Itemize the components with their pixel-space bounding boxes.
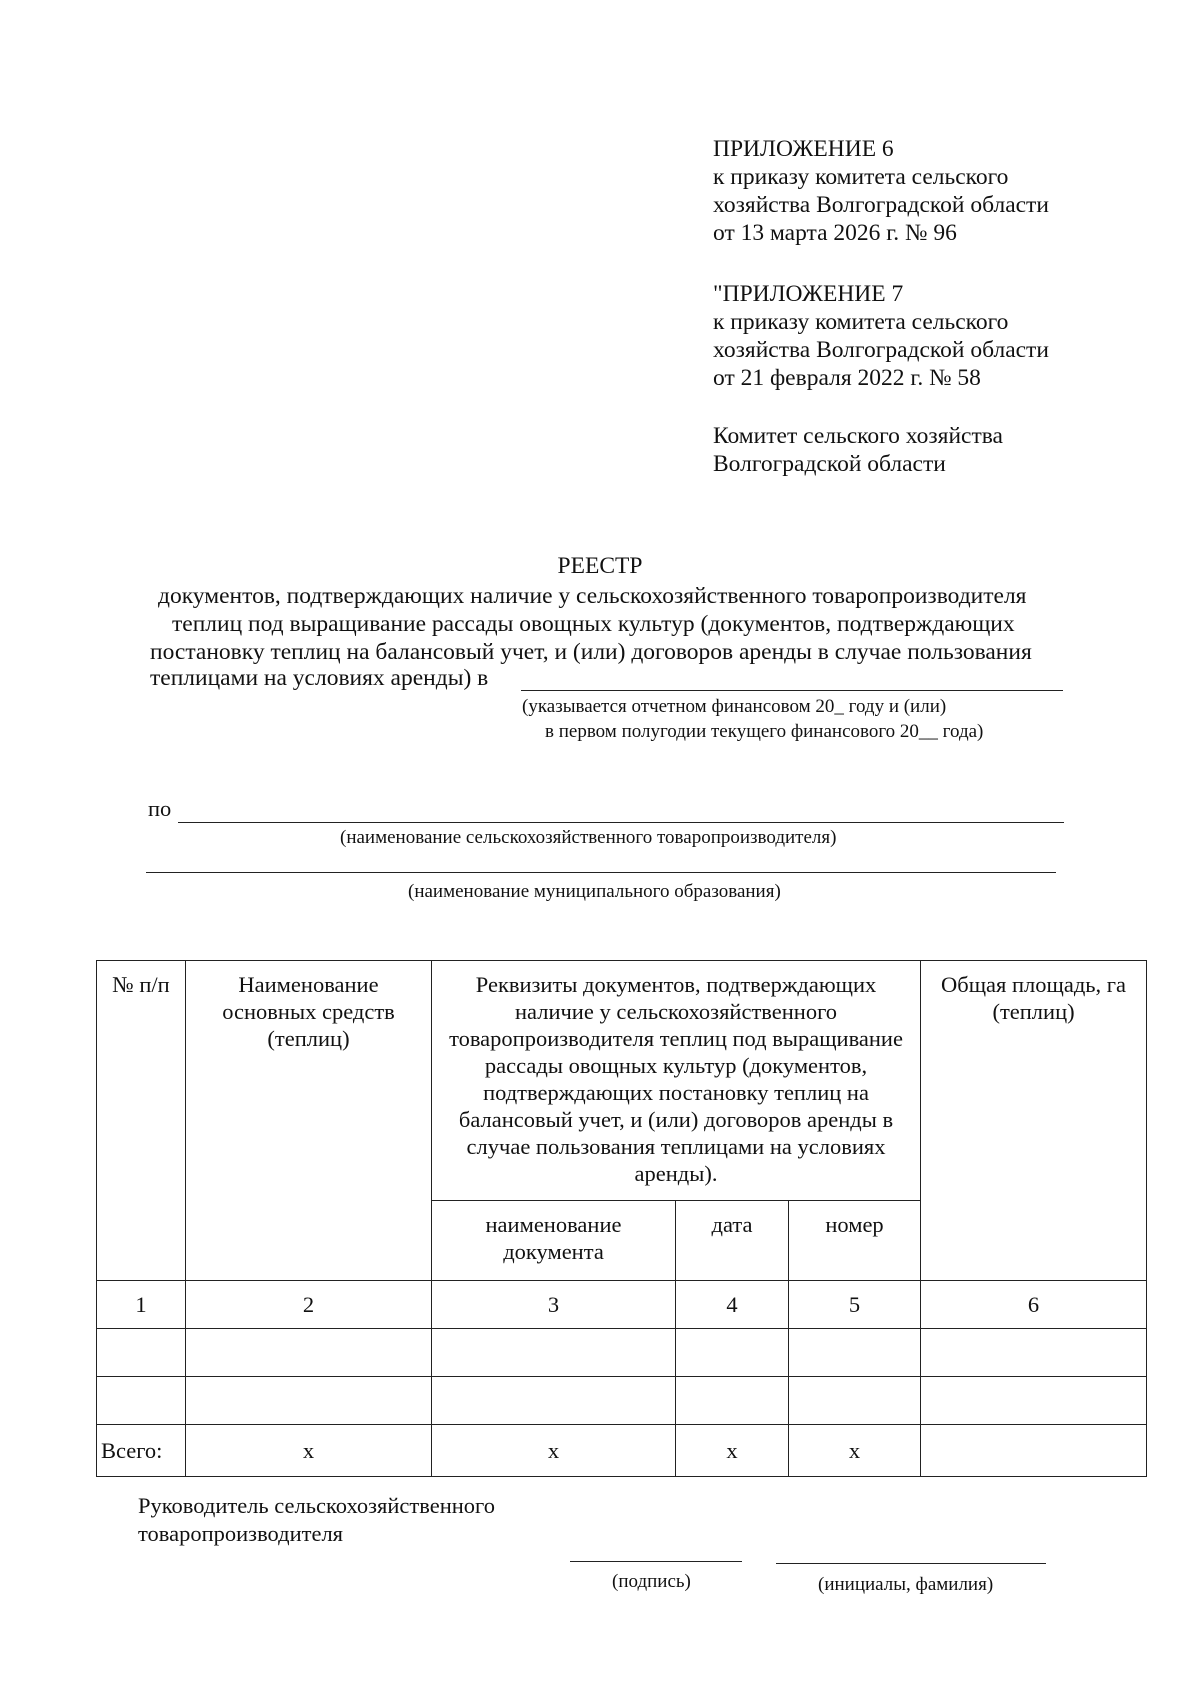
header-document-details: Реквизиты документов, подтверждающих наличие у сельскохозяйственного товаропроизводителя теплиц под выращивание рассады овощных культур (документов, подтверждающих постановку теплиц на балансовый учет, и (или) договоров аренды в случае пользования теплицами на условиях аренды). (432, 961, 921, 1201)
column-number: 1 (97, 1281, 186, 1329)
period-hint: (указывается отчетном финансовом 20_ году и (или) (522, 696, 947, 717)
signature-role-line: Руководитель сельскохозяйственного (138, 1493, 495, 1518)
period-input-line[interactable] (521, 690, 1063, 691)
total-row (97, 1425, 1147, 1477)
total-label: Всего: (97, 1425, 186, 1477)
producer-name-line[interactable] (178, 822, 1064, 823)
signature-role-line: товаропроизводителя (138, 1521, 344, 1546)
addressee-line: Волгоградской области (713, 451, 946, 477)
appendix-6-date: от 13 марта 2026 г. № 96 (713, 220, 957, 246)
header-doc-name: наименование документа (432, 1201, 676, 1281)
municipality-caption: (наименование муниципального образования) (408, 881, 781, 902)
header-num: № п/п (97, 961, 186, 1281)
appendix-7-line: к приказу комитета сельского (713, 309, 1009, 335)
name-line[interactable] (776, 1563, 1046, 1564)
heading-line-period-prefix: теплицами на условиях аренды) в (150, 665, 489, 691)
table-cell[interactable] (97, 1329, 186, 1377)
appendix-6-block (713, 135, 1049, 247)
column-number-row (97, 1281, 1147, 1329)
column-number: 6 (921, 1281, 1147, 1329)
table-cell[interactable] (921, 1377, 1147, 1425)
table-cell[interactable] (921, 1329, 1147, 1377)
total-cell: х (432, 1425, 676, 1477)
appendix-7-date: от 21 февраля 2022 г. № 58 (713, 365, 981, 391)
header-asset-name: Наименование основных средств (теплиц) (186, 961, 432, 1281)
addressee-line: Комитет сельского хозяйства (713, 423, 1003, 449)
addressee-block (713, 422, 1003, 478)
total-area-cell[interactable] (921, 1425, 1147, 1477)
table-cell[interactable] (432, 1329, 676, 1377)
appendix-7-title: "ПРИЛОЖЕНИЕ 7 (713, 281, 904, 307)
total-cell: х (676, 1425, 789, 1477)
name-caption: (инициалы, фамилия) (818, 1574, 994, 1595)
registry-table (96, 960, 1147, 1477)
municipality-name-line[interactable] (146, 872, 1056, 873)
signature-caption: (подпись) (612, 1571, 691, 1592)
table-cell[interactable] (676, 1377, 789, 1425)
heading-line: документов, подтверждающих наличие у сельскохозяйственного товаропроизводителя (158, 583, 1027, 609)
heading-line: постановку теплиц на балансовый учет, и (или) договоров аренды в случае пользования (150, 639, 1032, 665)
signature-line[interactable] (570, 1561, 742, 1562)
column-number: 2 (186, 1281, 432, 1329)
column-number: 5 (789, 1281, 921, 1329)
table-cell[interactable] (432, 1377, 676, 1425)
table-cell[interactable] (186, 1329, 432, 1377)
total-cell: х (186, 1425, 432, 1477)
table-row (97, 1329, 1147, 1377)
heading-line: теплиц под выращивание рассады овощных культур (документов, подтверждающих (172, 611, 1015, 637)
table-cell[interactable] (186, 1377, 432, 1425)
table-cell[interactable] (789, 1377, 921, 1425)
period-hint: в первом полугодии текущего финансового 20__ года) (545, 721, 984, 742)
total-cell: х (789, 1425, 921, 1477)
producer-caption: (наименование сельскохозяйственного товаропроизводителя) (340, 827, 837, 848)
appendix-7-block (713, 280, 1049, 392)
appendix-6-line: к приказу комитета сельского (713, 164, 1009, 190)
header-doc-date: дата (676, 1201, 789, 1281)
appendix-7-line: хозяйства Волгоградской области (713, 337, 1049, 363)
appendix-6-title: ПРИЛОЖЕНИЕ 6 (713, 136, 894, 162)
appendix-6-line: хозяйства Волгоградской области (713, 192, 1049, 218)
table-cell[interactable] (97, 1377, 186, 1425)
header-doc-number: номер (789, 1201, 921, 1281)
column-number: 3 (432, 1281, 676, 1329)
producer-prefix: по (148, 796, 172, 821)
document-title: РЕЕСТР (557, 553, 643, 579)
table-cell[interactable] (676, 1329, 789, 1377)
table-row (97, 1377, 1147, 1425)
signature-block (138, 1492, 495, 1548)
table-cell[interactable] (789, 1329, 921, 1377)
header-total-area: Общая площадь, га (теплиц) (921, 961, 1147, 1281)
column-number: 4 (676, 1281, 789, 1329)
